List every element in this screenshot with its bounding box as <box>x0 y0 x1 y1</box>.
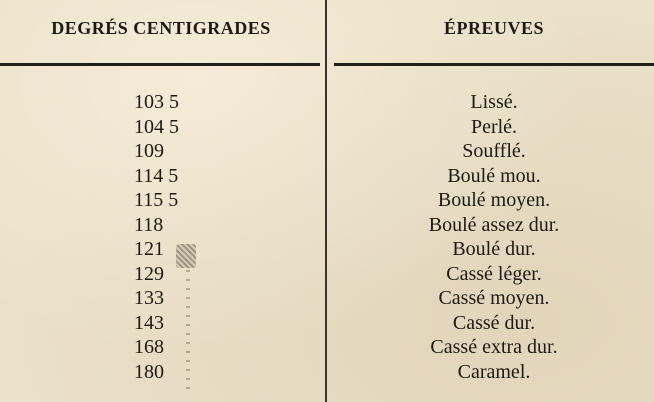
table-row <box>0 90 654 115</box>
table-row <box>0 286 654 311</box>
table-row <box>0 360 654 385</box>
table-row <box>0 262 654 287</box>
test-cell: Lissé. <box>470 91 518 113</box>
degree-cell: 143 <box>134 311 164 334</box>
degree-cell: 103 5 <box>134 91 179 113</box>
column-header-degrees: DEGRÉS CENTIGRADES <box>51 18 271 38</box>
degree-cell: 133 <box>134 287 164 309</box>
test-cell: Perlé. <box>470 115 518 138</box>
column-header-tests: ÉPREUVES <box>443 18 545 38</box>
degree-cell: 129 <box>134 262 164 285</box>
degree-cell: 121 <box>134 238 164 260</box>
degree-cell: 104 5 <box>134 115 179 138</box>
test-cell: Cassé moyen. <box>438 287 550 309</box>
test-cell: Boulé dur. <box>452 238 536 260</box>
degree-cell: 109 <box>134 140 164 162</box>
table-row <box>0 237 654 262</box>
test-cell: Boulé mou. <box>447 164 541 187</box>
test-cell: Boulé moyen. <box>437 189 551 211</box>
degree-cell: 118 <box>134 213 164 236</box>
header-rule-left <box>0 63 320 66</box>
degree-cell: 114 5 <box>134 164 179 187</box>
table-row <box>0 139 654 164</box>
degree-cell: 168 <box>134 336 164 358</box>
table-row <box>0 115 654 140</box>
print-specks <box>186 270 190 390</box>
degree-cell: 115 5 <box>134 189 179 211</box>
test-cell: Boulé assez dur. <box>428 213 560 236</box>
header-rule-right <box>334 63 654 66</box>
degree-cell: 180 <box>134 360 164 383</box>
ink-smudge <box>176 244 196 268</box>
table-row <box>0 335 654 360</box>
table-row <box>0 213 654 238</box>
test-cell: Caramel. <box>457 360 531 383</box>
test-cell: Cassé extra dur. <box>430 336 558 358</box>
test-cell: Cassé dur. <box>452 311 536 334</box>
table-row <box>0 311 654 336</box>
table-row <box>0 188 654 213</box>
table-row <box>0 164 654 189</box>
test-cell: Soufflé. <box>462 140 526 162</box>
table-body <box>0 90 654 384</box>
test-cell: Cassé léger. <box>446 262 542 285</box>
